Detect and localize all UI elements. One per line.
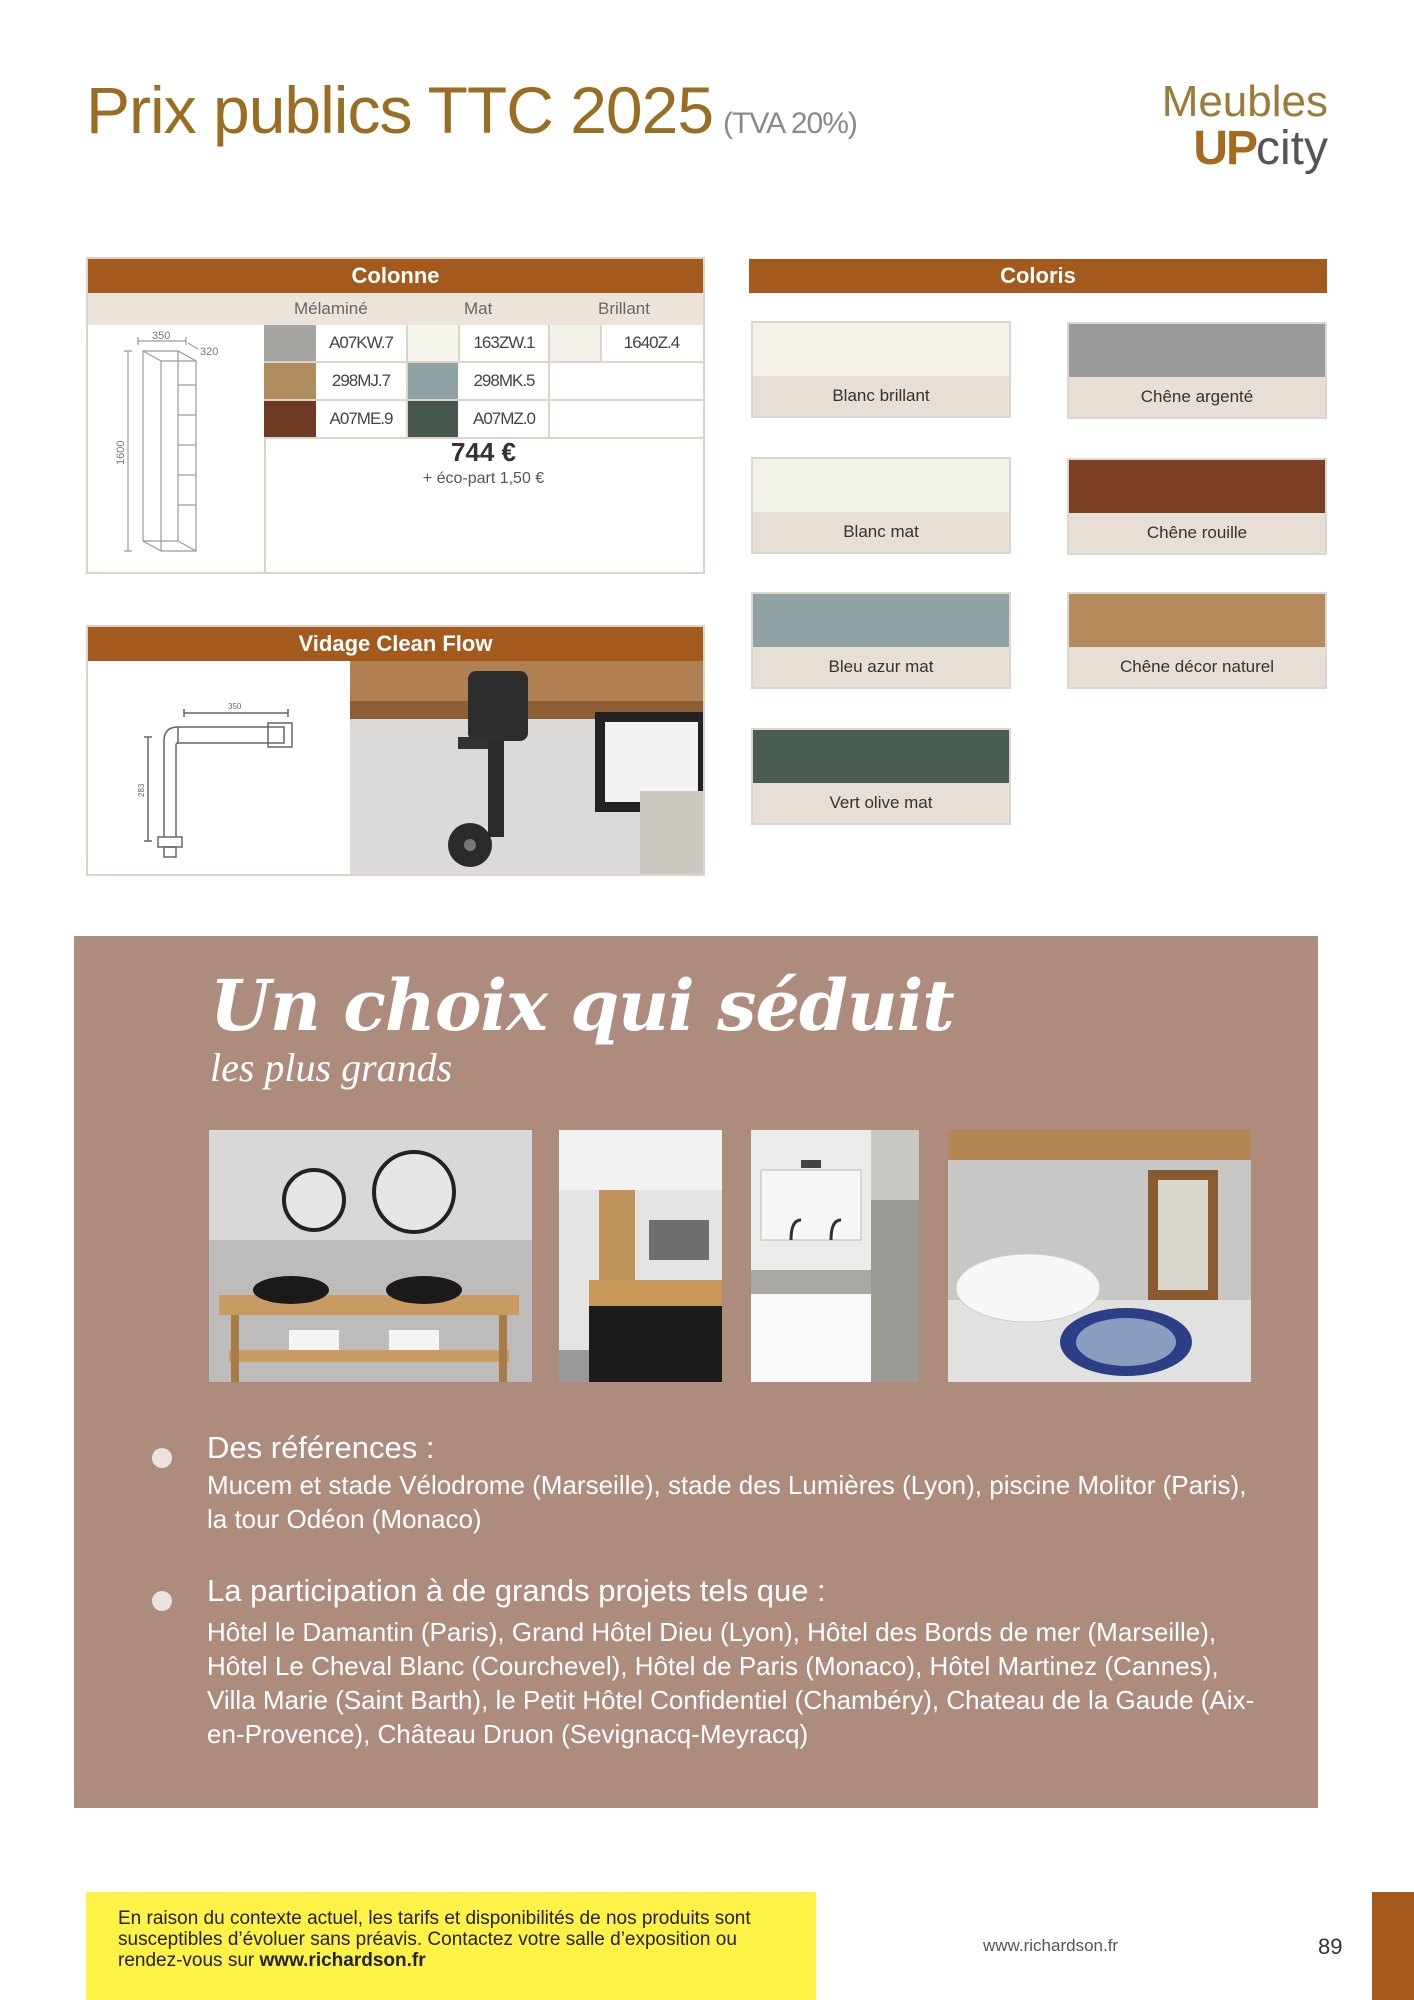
section-heading: Un choix qui séduit [210,964,954,1047]
photo-double-vanity [209,1130,532,1382]
vidage-drawing [88,661,350,874]
ref-cell: 298MJ.7 [316,363,408,399]
swatch-brillant-1 [550,325,602,361]
color-tile [751,592,1011,689]
section-subheading: les plus grands [210,1045,453,1090]
notice-text: En raison du contexte actuel, les tarifs et disponibilités de nos produits sont susceptibles d’évoluer sans préavis. Contactez votre salle d’exposition ou rendez-vous sur [118,1908,751,1971]
references-section [74,936,1318,1808]
drain-diagram-icon [88,661,350,874]
photo-wood-cabinet [559,1130,722,1382]
coloris-title: Coloris [749,259,1327,293]
vidage-dim-w: 350 [228,702,242,711]
bullet-title: La participation à de grands projets tels que : [207,1573,826,1608]
color-tile [1067,592,1327,689]
color-swatch [1069,324,1325,377]
color-tile [1067,322,1327,419]
brand-top: Meubles [1161,77,1328,126]
color-swatch [753,730,1009,783]
page-title-text: Prix publics TTC 2025 [86,73,714,147]
finish-mat: Mat [464,299,493,318]
vidage-dim-h: 283 [137,783,146,797]
color-label: Blanc mat [753,512,1009,552]
color-label: Vert olive mat [753,783,1009,823]
dim-depth: 320 [200,346,219,358]
color-label: Chêne argenté [1069,377,1325,417]
table-row [264,401,703,439]
notice-link[interactable]: www.richardson.fr [259,1950,426,1971]
price-notice [86,1892,816,2000]
photo-bathtub [948,1130,1251,1382]
website-link[interactable]: www.richardson.fr [983,1936,1119,1955]
colonne-title: Colonne [88,259,703,293]
swatch-mat-3 [408,401,458,437]
tva-note: (TVA 20%) [723,107,857,140]
brand-logo [1161,77,1328,175]
photo-grey-vanity [751,1130,919,1382]
ref-cell: A07MZ.0 [460,401,550,437]
finish-melamine: Mélaminé [294,299,368,318]
table-row [264,325,703,363]
ref-cell: 1640Z.4 [602,325,701,361]
table-row [264,363,703,401]
color-label: Bleu azur mat [753,647,1009,687]
color-swatch [753,459,1009,512]
page-title [86,72,857,148]
swatch-mat-1 [408,325,460,361]
swatch-melamine-2 [264,363,316,399]
swatch-mat-2 [408,363,458,399]
brand-up: UP [1193,122,1256,175]
vidage-block [86,625,705,876]
brand-city: city [1256,122,1328,175]
vidage-photo [350,661,703,874]
color-label: Blanc brillant [753,376,1009,416]
swatch-melamine-1 [264,325,316,361]
bullet-title: Des références : [207,1430,435,1465]
price-value: 744 € [450,437,517,467]
ref-cell: A07KW.7 [316,325,408,361]
vidage-title: Vidage Clean Flow [88,627,703,661]
bullet-text: Mucem et stade Vélodrome (Marseille), stade des Lumières (Lyon), piscine Molitor (Paris), la tour Odéon (Monaco) [207,1470,1247,1534]
bullet-text: Hôtel le Damantin (Paris), Grand Hôtel Dieu (Lyon), Hôtel des Bords de mer (Marseille), Hôtel Le Cheval Blanc (Courchevel), Hôtel de Paris (Monaco), Hôtel Martinez (Cannes), Villa Marie (Saint Barth), le Petit Hôtel Confidentiel (Chambéry), Chateau de la Gaude (Aix-en-Provence), Château Druon (Sevignacq-Meyracq) [207,1617,1255,1749]
bullet-dot [152,1591,172,1611]
bullet-dot [152,1448,172,1468]
finish-header [88,293,703,325]
color-label: Chêne décor naturel [1069,647,1325,687]
color-tile [751,457,1011,554]
ref-cell: 298MK.5 [460,363,550,399]
colonne-diagram-icon [88,325,264,572]
colonne-drawing [88,325,266,572]
page-number: 89 [1318,1934,1343,1959]
colonne-table [86,257,705,574]
color-swatch [1069,460,1325,513]
color-tile [751,321,1011,418]
dim-width: 350 [152,330,171,342]
price-block [264,437,703,488]
dim-height: 1600 [115,440,127,465]
color-tile [751,728,1011,825]
page-tab [1372,1892,1414,2000]
color-tile [1067,458,1327,555]
color-swatch [753,323,1009,376]
color-label: Chêne rouille [1069,513,1325,553]
color-swatch [1069,594,1325,647]
finish-brillant: Brillant [598,299,650,318]
eco-part: + éco-part 1,50 € [422,470,545,487]
ref-cell: A07ME.9 [316,401,408,437]
color-swatch [753,594,1009,647]
brand-bottom [1162,124,1328,174]
ref-cell: 163ZW.1 [460,325,550,361]
swatch-melamine-3 [264,401,316,437]
